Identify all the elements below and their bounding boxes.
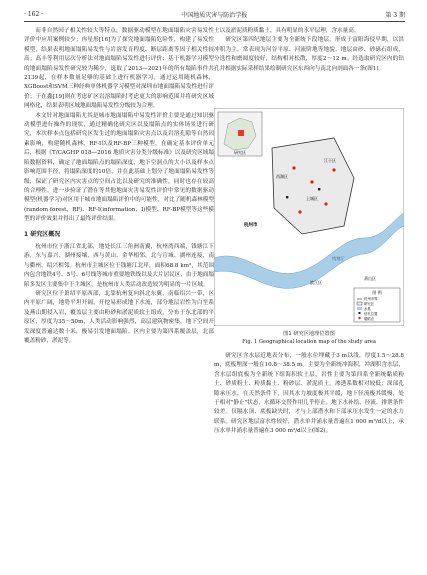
inset-label: 研究区 [234,150,246,155]
page-header [24,8,405,20]
city-label: 杭州市 [244,223,258,228]
legend-item-5: 塌陷点 [364,317,375,321]
figure-caption-cn: 图1 研究区地理位置图 [283,331,335,337]
borehole-point [318,188,320,190]
journal-title: 中国地质灾害与防治学报 [181,11,248,19]
district-label-5: 萧山区 [364,276,376,281]
left-column [24,27,214,346]
right-column-bottom [214,352,404,437]
left-paragraph-2: 本文针对地面塌陷尤其是城市地面塌陷中易发性评价主要是通过知识驱动模型进行操作的现状，通过精确化研究区以及塌陷点的实体场景进行研究，本次样本点包括研究区发生过的地面塌陷灾害点以及岩溶孔隙等自然因素影响，构建随机森林、RF-I以及RF-BP三种模型，在确定基本评价单元后，根据《T/CAGHP 018—2016 地质灾害分类分级标准》以及研究区域塌陷数据资料，确定了地面塌陷点的塌陷深度、地下空洞点的大小以及样本点影响范围半径，将塌陷深度的10倍，并在此基础上划分了地面塌陷易发性等级，保证了研究区内灾害点的空间占比以及研究的准确性，同时也存在较高的合理性。进一步验证了潜在等其他地面灾害易发性评价中常见的数据驱动模型(机器学习)对区用于城市地面塌陷评价中的可能性，对比了随机森林模型(random forest，RF)、RF-I(information，I)模型、RF-BP模型等这些模型的评价效果并得出了最终评价结果。 [24,112,214,223]
collapse-point [332,168,335,171]
figure-caption-en: Fig. 1 Geographical location map of the study area [242,339,376,345]
right-bottom-paragraph: 研究区含水层近地表分布，一般水位埋藏于3 m以浅，厚度1.5～28.8 m，底板埋深一般在10.8～38.5 m。主要为全新统冲海积，冲湖积含水层，含水层组底板为全新统下组海积软土层，岩性主要为第四系全新统黏质粉土、砂质粉土、粉质黏土、粉砂层、淤泥质土，渗透系数相对较低；深部孔隙承压水，在天然条件下，因其水力坡度极其平缓，地下径流极其缓慢，处于相对"静止"状态，水循环交替作用几乎停止。地下水补给、径流、排泄条件较差。仅隔水顶、底板缺失时，才与上部潜水和下部承压水发生一定的水力联系。研究区地层富水性较好，潜水单井涌水量普遍在1 000 m³/d以上，承压水单井涌水量普遍在3 000 m³/d以上(图2)。 [214,353,404,435]
page-number: · 162 · [24,10,44,18]
right-column-top [214,27,404,74]
borehole-point [286,196,288,198]
collapse-point [310,180,313,183]
study-area-map [214,108,404,326]
inset-highlight [238,130,244,136]
collapse-point [298,210,301,213]
district-label-1: 西湖区 [276,174,288,179]
legend-title: 图 例 [372,290,382,295]
district-label-3: 江干区 [324,158,336,163]
district-label-2: 上城区 [306,196,318,201]
section-paragraph-1: 杭州市位于浙江省北部，地处长江三角洲南翼，杭州湾西端，钱塘江下游，东与嘉兴、湖州接壤，西与黄山、金华相邻，北与宣城、湖州连接，南与衢州、绍兴相邻。杭州市主城区位于钱塘江北岸，面积68.8 km²，其范围内包含地铁4号、5号、6号线等城市重要地铁线以及大片居民区，由于地面塌陷多发区主要集中于主城区，是杭州市人类活动改造较为明显的一片区域。 [24,243,214,288]
legend-item-3: 水系 [364,307,371,311]
right-paragraph-2: 研究区第四纪地层主要为全新统下段地层，形成于富阳海侵早期，以洪冲积为主，常表现为河谷平原、河流阶地等地貌。地层由砂、砂砾石组成，分选性和磨圆度较好，结构相对松散，厚度2～12 m。经选取研究区内的钻孔并根据实际采样结果绘制研究区东西向与南北向剖面各一条(图1)。 [214,37,404,72]
left-paragraph-1: 而非自然因子相关性较大等特点，数据驱动模型在地面塌陷灾害易发性评价中应用案例较少；冉星彤[16]为了探究地面塌陷危险性，构建了易发性模型，结果表明地面塌陷易发性与岩溶发育程度、断层距离等因子相关性较高；高丰等利用层次分析法对地面塌陷易发性进行评价；基于机器学习模型的地面塌陷易发性研究较为稀少，选取了2013—2021年的所有塌陷事件共2139起，在样本数量足够的基础上进行机器学习，通过运用随机森林、XGBoost和SVM三种经典单体机器学习模型对深圳市地面塌陷易发性进行评价；于在鑫[19]则在考虑矿区岩溶塌陷时考虑更大的影响范围并将研究区域网格化，结果表明区域地面塌陷易发性分级较为合理。 [24,28,214,110]
section-paragraph-2: 研究区位于萧绍平原西部，北靠杭州复向斜北东翼，南临绍兴一带，区内平原广阔，地势平坦开阔，开挖易形成地下水流，部分地层岩性为白垩系及燕山期侵入岩，覆盖层主要由粉砂和淤泥质软土组成，分布于东北部的平原区，厚度为35～50m，人类活动影响强烈，高层建筑物密集，地下空间开发深度普遍达数十米，极易引发地面塌陷。区内主要为第四系覆盖层，北部覆盖粉砂、淤泥等。 [24,290,214,344]
right-paragraph-1: 土以及淤泥质粉质黏土，具有明显的水平层理，含水量高。 [214,28,360,34]
section-title: 1 研究区概况 [24,230,61,238]
district-label-4: 滨江区 [310,280,322,285]
collapse-point [324,202,327,205]
issue-number: 第 3 期 [385,11,405,19]
legend-item-4: 钻孔位置 [364,312,378,316]
legend-item-2: 研究区 [364,302,375,306]
river-label: 钱塘江 [332,256,345,261]
header-rule [24,21,405,22]
legend-item-1: 杭州市界 [364,297,378,301]
collapse-point [292,166,295,169]
